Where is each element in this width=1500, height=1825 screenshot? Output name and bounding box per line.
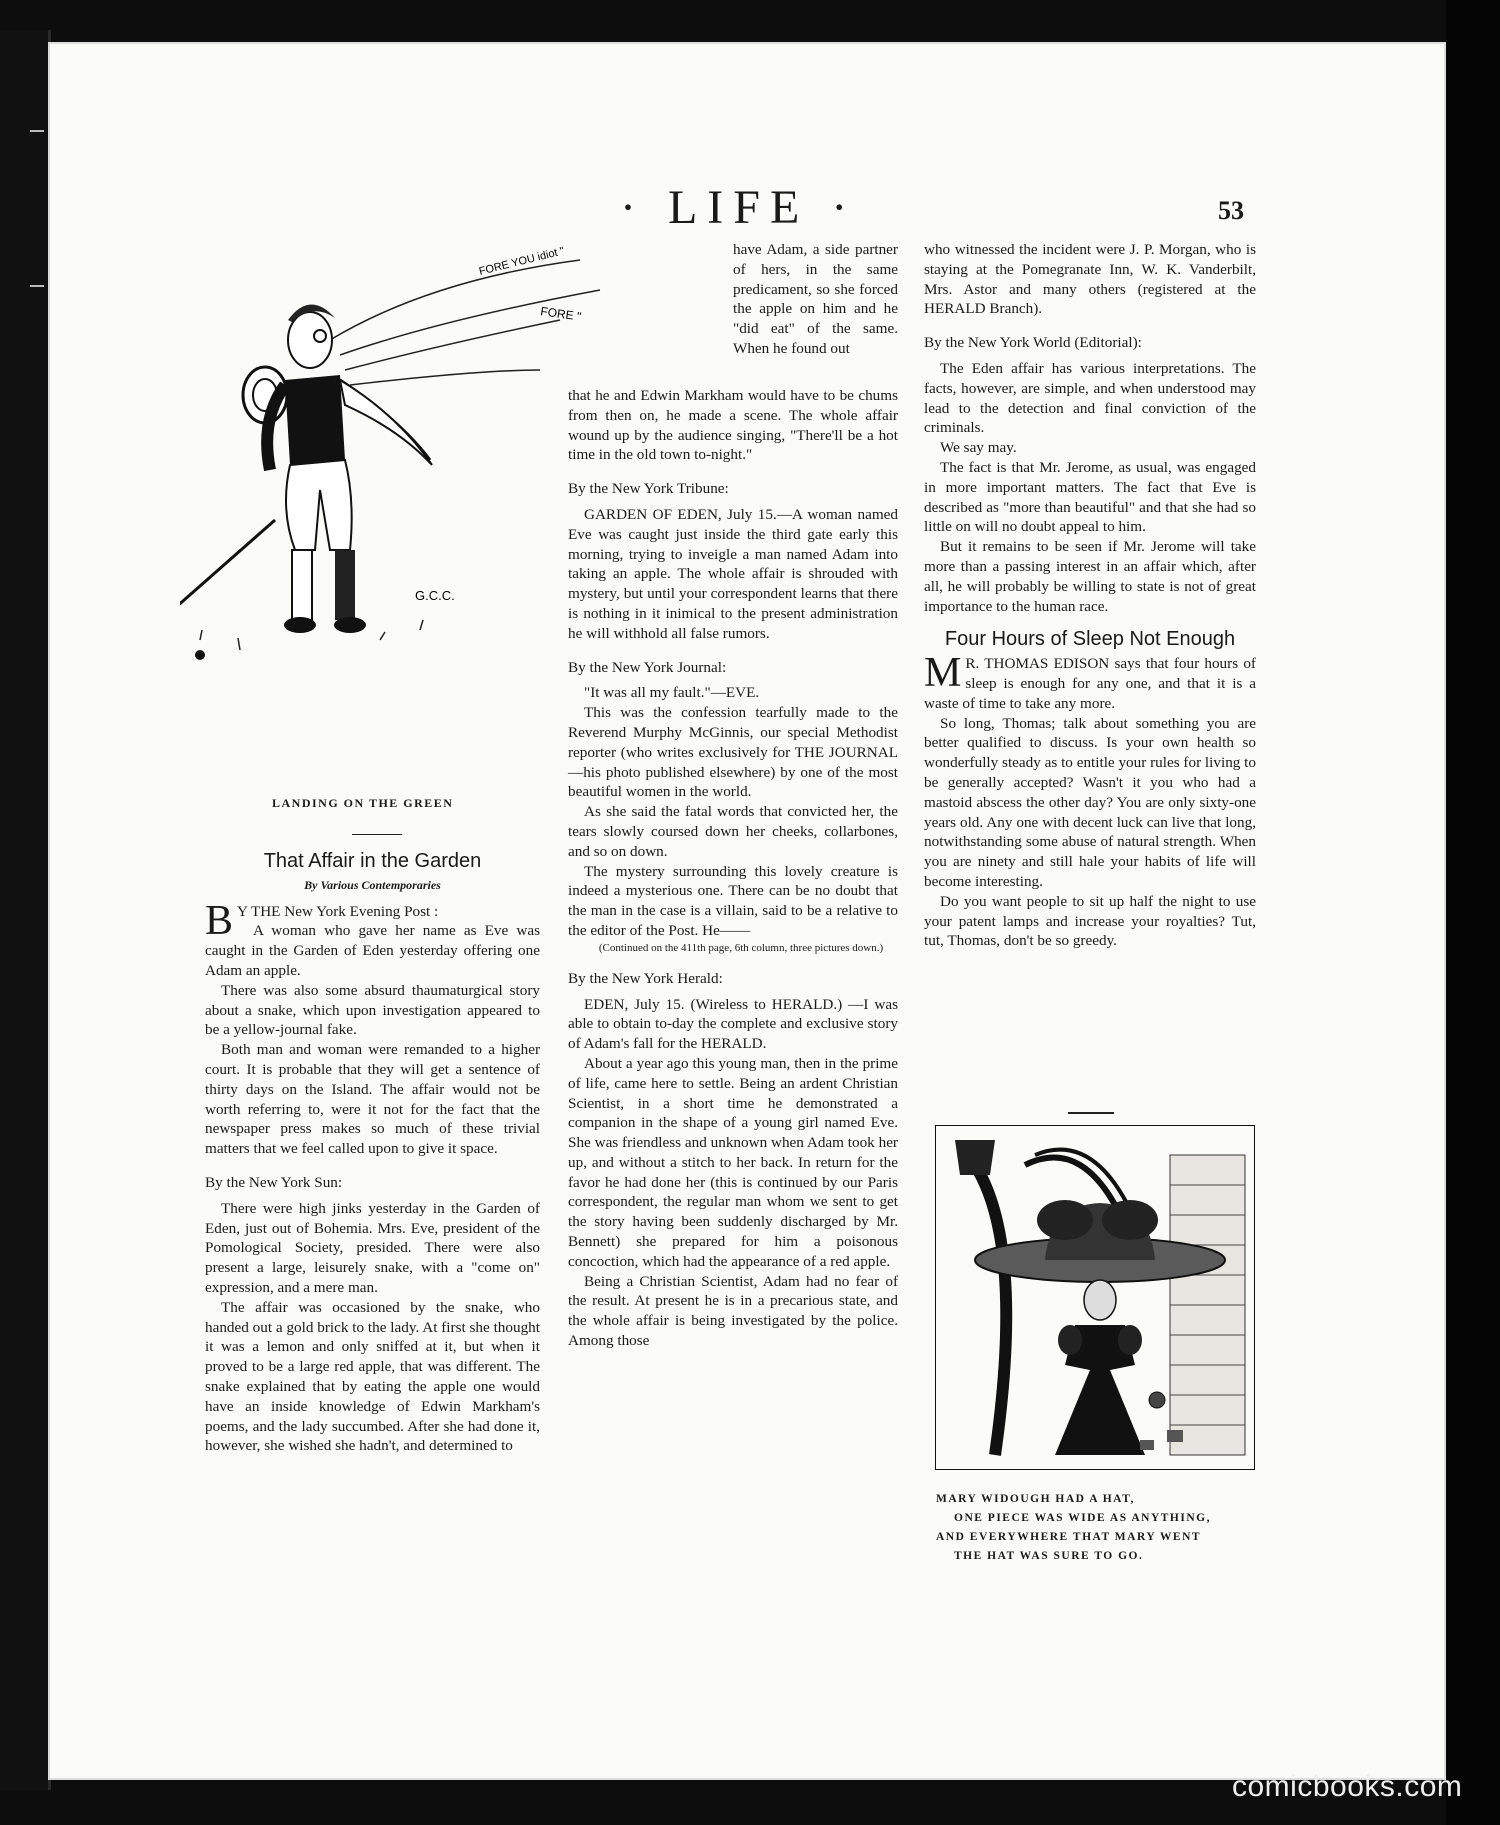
paragraph: So long, Thomas; talk about something you are better qualified to discuss. Is your own health so wonderfully steady as to entitle your rules for living to be generally accepted? Wasn't it you who had a mastoid abscess the other day? You are only sixty-one years old. Any one with decent luck can live that long, notwithstanding some abuse of natural strength. When you are ninety and still hale your habits of life will become interesting. [924, 714, 1256, 890]
speech-text-1: FORE YOU idiot " [477, 245, 566, 278]
section-heading: By the New York Sun: [205, 1173, 343, 1191]
watermark: comicbooks.com [1232, 1770, 1463, 1803]
drop-cap: B [205, 897, 234, 944]
paragraph: The affair was occasioned by the snake, who handed out a gold brick to the lady. At first she thought it was a lemon and only sniffed at it, but when it proved to be a large red apple, that was different. The snake explained that by eating the apple one would have an inside knowledge of Edwin Markham's poems, and the lady succumbed. After she had done it, however, she wished she hadn't, and determined to [205, 1298, 540, 1455]
paragraph: that he and Edwin Markham would have to be chums from then on, he made a scene. The whole affair wound up by the audience singing, "There'll be a hot time in the old town to-night." [568, 387, 898, 464]
column-2-top [733, 240, 898, 359]
paragraph: This was the confession tearfully made to the Reverend Murphy McGinnis, our special Methodist reporter (who writes exclusively for THE JOURNAL—his photo published elsewhere) by one of the most beautiful women in the world. [568, 704, 898, 801]
paragraph: We say may. [940, 439, 1017, 457]
binding-spine [0, 30, 51, 1790]
section-heading: By the New York Herald: [568, 969, 723, 987]
column-1 [205, 852, 540, 1456]
article-title: Four Hours of Sleep Not Enough [944, 628, 1236, 651]
paragraph: The mystery surrounding this lovely creature is indeed a mysterious one. There can be no doubt that the man in the case is a villain, said to be a relative to the editor of the Post. He—— [568, 862, 898, 939]
paragraph: Being a Christian Scientist, Adam had no fear of the result. At present he is in a precarious state, and the whole affair is being investigated by the police. Among those [568, 1272, 898, 1350]
illustration-caption [936, 1490, 1211, 1566]
article-lead: Y THE New York Evening Post : [237, 902, 439, 920]
illustration-signature: G.C.C. [415, 588, 455, 603]
paragraph: The Eden affair has various interpretations. The facts, however, are simple, and when understood may lead to the detection and final conviction of the criminals. [924, 359, 1256, 437]
paragraph: But it remains to be seen if Mr. Jerome will take more than a passing interest in an affair which, after all, he will probably be willing to state is not of great importance to the human race. [924, 538, 1256, 615]
paragraph: GARDEN OF EDEN, July 15.—A woman named Eve was caught just inside the third gate early this morning, trying to inveigle a man named Adam into taking an apple. The whole affair is shrouded with mystery, but until your correspondent learns that there is nothing in it inimical to the present administration he will withhold all false rumors. [568, 505, 898, 642]
paragraph: There were high jinks yesterday in the Garden of Eden, just out of Bohemia. Mrs. Eve, president of the Pomological Society, presided. There were also present a large, leisurely snake, with a "come on" expression, and a mere man. [205, 1199, 540, 1296]
paragraph: About a year ago this young man, then in the prime of life, came here to settle. Being an ardent Christian Scientist, in a short time he demonstrated a companion in the shape of a young girl named Eve. She was friendless and unknown when Adam took her up, and without a stitch to her back. In return for the favor he had done her (this is continued by our Paris correspondent, the regular man whom we sent to get the story having been suddenly discharged by Mr. Bennett) she prepared for him a poisonous concoction, which had the appearance of a red apple. [568, 1054, 898, 1270]
section-heading: By the New York Tribune: [568, 480, 729, 498]
paragraph: have Adam, a side partner of hers, in the same predicament, so she forced the apple on him and he "did eat" of the same. When he found out [733, 241, 898, 357]
article-byline: By Various Contemporaries [304, 877, 441, 892]
caption-line: ONE PIECE WAS WIDE AS ANYTHING, [954, 1512, 1211, 1524]
speech-text-2: FORE " [539, 304, 583, 324]
caption-line: THE HAT WAS SURE TO GO. [954, 1550, 1144, 1562]
page-header-title: · LIFE · [620, 181, 858, 234]
caption-line: AND EVERYWHERE THAT MARY WENT [936, 1531, 1202, 1543]
paragraph: who witnessed the incident were J. P. Morgan, who is staying at the Pomegranate Inn, W. K. Vanderbilt, Mrs. Astor and many others (registered at the HERALD Branch). [924, 241, 1256, 318]
page-edge-shadow [1446, 0, 1500, 1825]
paragraph: Do you want people to sit up half the night to use your patent lamps and increase your royalties? Tut, tut, Thomas, don't be so greedy. [924, 892, 1256, 950]
section-heading: By the New York World (Editorial): [924, 334, 1142, 352]
article-lead: R. THOMAS EDISON says that four hours of sleep is enough for any one, and that it is a waste of time to take any more. [924, 655, 1256, 712]
divider-rule [352, 834, 402, 835]
divider-rule [1068, 1112, 1114, 1114]
page-number: 53 [1218, 196, 1244, 225]
paragraph: "It was all my fault."—EVE. [584, 684, 760, 702]
drop-cap: M [924, 650, 962, 697]
caption-line: MARY WIDOUGH HAD A HAT, [936, 1493, 1135, 1505]
article-title: That Affair in the Garden [263, 850, 482, 872]
mary-hat-illustration [935, 1125, 1255, 1470]
paragraph: There was also some absurd thaumaturgical story about a snake, which upon investigation appeared to be a yellow-journal fake. [205, 981, 540, 1039]
column-2 [568, 386, 898, 1351]
continuation-note: (Continued on the 411th page, 6th column, three pictures down.) [598, 941, 884, 954]
section-heading: By the New York Journal: [568, 658, 727, 676]
illustration-caption: LANDING ON THE GREEN [272, 796, 454, 810]
paragraph: The fact is that Mr. Jerome, as usual, was engaged in more important matters. The fact that Eve is described as "more than beautiful" and that she had so little on will no doubt appeal to him. [924, 458, 1256, 536]
paragraph: A woman who gave her name as Eve was caught in the Garden of Eden yesterday offering one Adam an apple. [205, 922, 540, 979]
paragraph: EDEN, July 15. (Wireless to HERALD.) —I was able to obtain to-day the complete and exclusive story of Adam's fall for the HERALD. [568, 995, 898, 1053]
paragraph: As she said the fatal words that convicted her, the tears slowly coursed down her cheeks, collarbones, and so on down. [568, 803, 898, 860]
paragraph: Both man and woman were remanded to a higher court. It is probable that they will get a sentence of thirty days on the Island. The affair would not be worth referring to, were it not for the fact that the newspaper press makes so much of these trivial matters that we feel called upon to give it space. [205, 1041, 540, 1158]
column-3 [924, 240, 1256, 951]
